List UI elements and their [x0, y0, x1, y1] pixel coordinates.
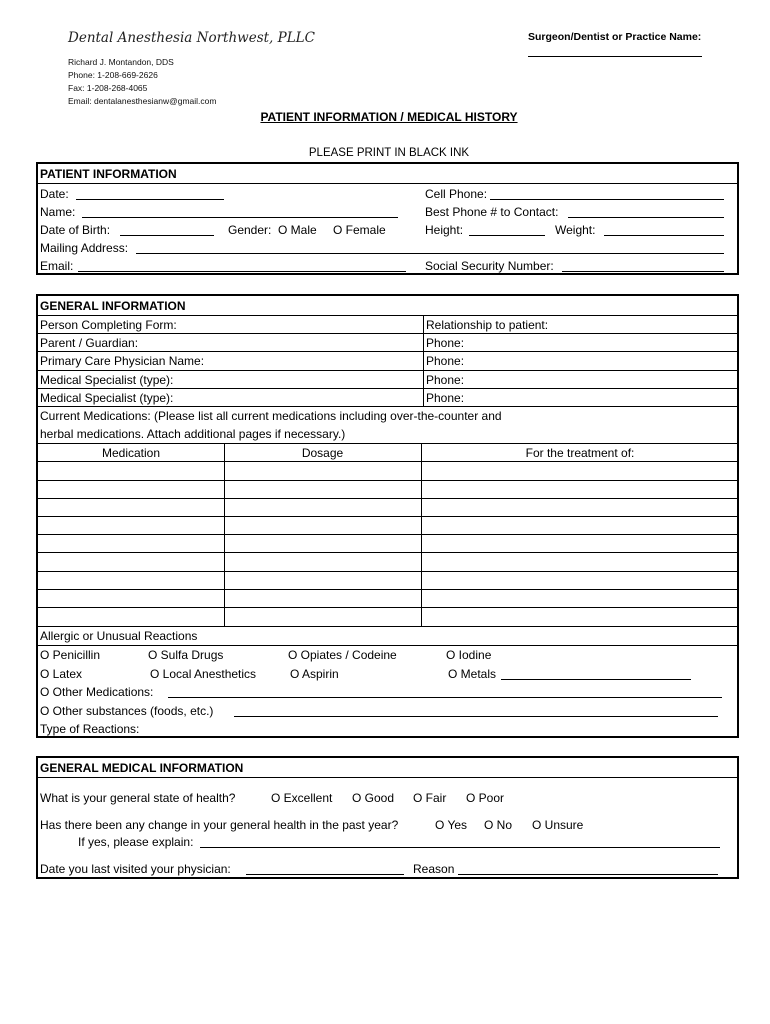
guardian-phone-label[interactable]: Phone: — [426, 336, 465, 350]
person-completing-label[interactable]: Person Completing Form: — [40, 318, 177, 332]
allergy-latex-option[interactable]: O Latex — [40, 667, 83, 681]
height-label: Height: — [425, 223, 464, 237]
specialist-1-label[interactable]: Medical Specialist (type): — [40, 373, 174, 387]
email-label: Email: — [40, 259, 74, 273]
col-header-treatment: For the treatment of: — [525, 446, 635, 460]
metals-field[interactable] — [501, 667, 691, 680]
date-label: Date: — [40, 187, 69, 201]
best-phone-field[interactable] — [568, 205, 724, 218]
health-question: What is your general state of health? — [40, 791, 236, 805]
col-header-dosage: Dosage — [301, 446, 344, 460]
change-unsure-option[interactable]: O Unsure — [532, 818, 584, 832]
reaction-type-label[interactable]: Type of Reactions: — [40, 722, 140, 736]
pcp-phone-label[interactable]: Phone: — [426, 354, 465, 368]
reason-field[interactable] — [458, 862, 718, 875]
table-row[interactable] — [38, 552, 737, 553]
general-info-section — [36, 294, 739, 738]
doctor-name: Richard J. Montandon, DDS — [68, 57, 174, 67]
table-row[interactable] — [38, 571, 737, 572]
explain-field[interactable] — [200, 835, 720, 848]
health-good-option[interactable]: O Good — [352, 791, 395, 805]
dob-field[interactable] — [120, 223, 214, 236]
practice-fax: Fax: 1-208-268-4065 — [68, 83, 148, 93]
medical-info-heading: GENERAL MEDICAL INFORMATION — [40, 761, 244, 775]
other-medications-field[interactable] — [168, 685, 722, 698]
last-visit-label: Date you last visited your physician: — [40, 862, 231, 876]
surgeon-label: Surgeon/Dentist or Practice Name: — [528, 31, 702, 43]
allergy-local-anesthetics-option[interactable]: O Local Anesthetics — [150, 667, 257, 681]
practice-phone: Phone: 1-208-669-2626 — [68, 70, 158, 80]
patient-info-section — [36, 162, 739, 275]
health-poor-option[interactable]: O Poor — [466, 791, 505, 805]
specialist-2-label[interactable]: Medical Specialist (type): — [40, 391, 174, 405]
gender-label: Gender: — [228, 223, 272, 237]
parent-guardian-label[interactable]: Parent / Guardian: — [40, 336, 139, 350]
patient-info-heading: PATIENT INFORMATION — [40, 167, 177, 181]
cell-label: Cell Phone: — [425, 187, 488, 201]
name-label: Name: — [40, 205, 76, 219]
document-title: PATIENT INFORMATION / MEDICAL HISTORY — [260, 110, 518, 124]
ink-note: PLEASE PRINT IN BLACK INK — [308, 147, 470, 159]
specialist-2-phone-label[interactable]: Phone: — [426, 391, 465, 405]
cell-phone-field[interactable] — [490, 187, 724, 200]
gender-female-option[interactable]: O Female — [333, 223, 386, 237]
general-info-heading: GENERAL INFORMATION — [40, 299, 186, 313]
date-field[interactable] — [76, 187, 224, 200]
medications-note-line2: herbal medications. Attach additional pages if necessary.) — [40, 427, 346, 441]
pcp-name-label[interactable]: Primary Care Physician Name: — [40, 354, 205, 368]
practice-name: Dental Anesthesia Northwest, PLLC — [68, 30, 315, 46]
table-row[interactable] — [38, 534, 737, 535]
allergy-iodine-option[interactable]: O Iodine — [446, 648, 492, 662]
allergy-metals-option[interactable]: O Metals — [448, 667, 497, 681]
best-phone-label: Best Phone # to Contact: — [425, 205, 559, 219]
ssn-label: Social Security Number: — [425, 259, 554, 273]
gender-male-option[interactable]: O Male — [278, 223, 317, 237]
health-excellent-option[interactable]: O Excellent — [271, 791, 333, 805]
health-change-question: Has there been any change in your general health in the past year? — [40, 818, 399, 832]
allergy-other-substances-option[interactable]: O Other substances (foods, etc.) — [40, 704, 214, 718]
last-visit-field[interactable] — [246, 862, 404, 875]
medications-note-line1: Current Medications: (Please list all current medications including over-the-counter and — [40, 409, 502, 423]
weight-label: Weight: — [555, 223, 596, 237]
surgeon-name-field[interactable] — [528, 56, 702, 57]
allergy-penicillin-option[interactable]: O Penicillin — [40, 648, 101, 662]
reason-label: Reason — [413, 862, 455, 876]
allergy-sulfa-option[interactable]: O Sulfa Drugs — [148, 648, 224, 662]
medical-info-section — [36, 756, 739, 879]
mailing-address-field[interactable] — [136, 241, 724, 254]
health-fair-option[interactable]: O Fair — [413, 791, 447, 805]
name-field[interactable] — [82, 205, 398, 218]
table-row[interactable] — [38, 607, 737, 608]
allergy-aspirin-option[interactable]: O Aspirin — [290, 667, 339, 681]
relationship-label[interactable]: Relationship to patient: — [426, 318, 549, 332]
allergy-opiates-option[interactable]: O Opiates / Codeine — [288, 648, 397, 662]
allergies-heading: Allergic or Unusual Reactions — [40, 629, 198, 643]
specialist-1-phone-label[interactable]: Phone: — [426, 373, 465, 387]
table-row[interactable] — [38, 589, 737, 590]
ssn-field[interactable] — [562, 259, 724, 272]
other-substances-field[interactable] — [234, 704, 718, 717]
practice-email: Email: dentalanesthesianw@gmail.com — [68, 96, 217, 106]
dob-label: Date of Birth: — [40, 223, 111, 237]
col-header-medication: Medication — [101, 446, 161, 460]
weight-field[interactable] — [604, 223, 724, 236]
email-field[interactable] — [78, 259, 406, 272]
table-row[interactable] — [38, 498, 737, 499]
table-row[interactable] — [38, 516, 737, 517]
change-yes-option[interactable]: O Yes — [435, 818, 468, 832]
explain-label: If yes, please explain: — [78, 835, 194, 849]
allergy-other-meds-option[interactable]: O Other Medications: — [40, 685, 154, 699]
mailing-label: Mailing Address: — [40, 241, 129, 255]
table-row[interactable] — [38, 480, 737, 481]
height-field[interactable] — [469, 223, 545, 236]
change-no-option[interactable]: O No — [484, 818, 513, 832]
